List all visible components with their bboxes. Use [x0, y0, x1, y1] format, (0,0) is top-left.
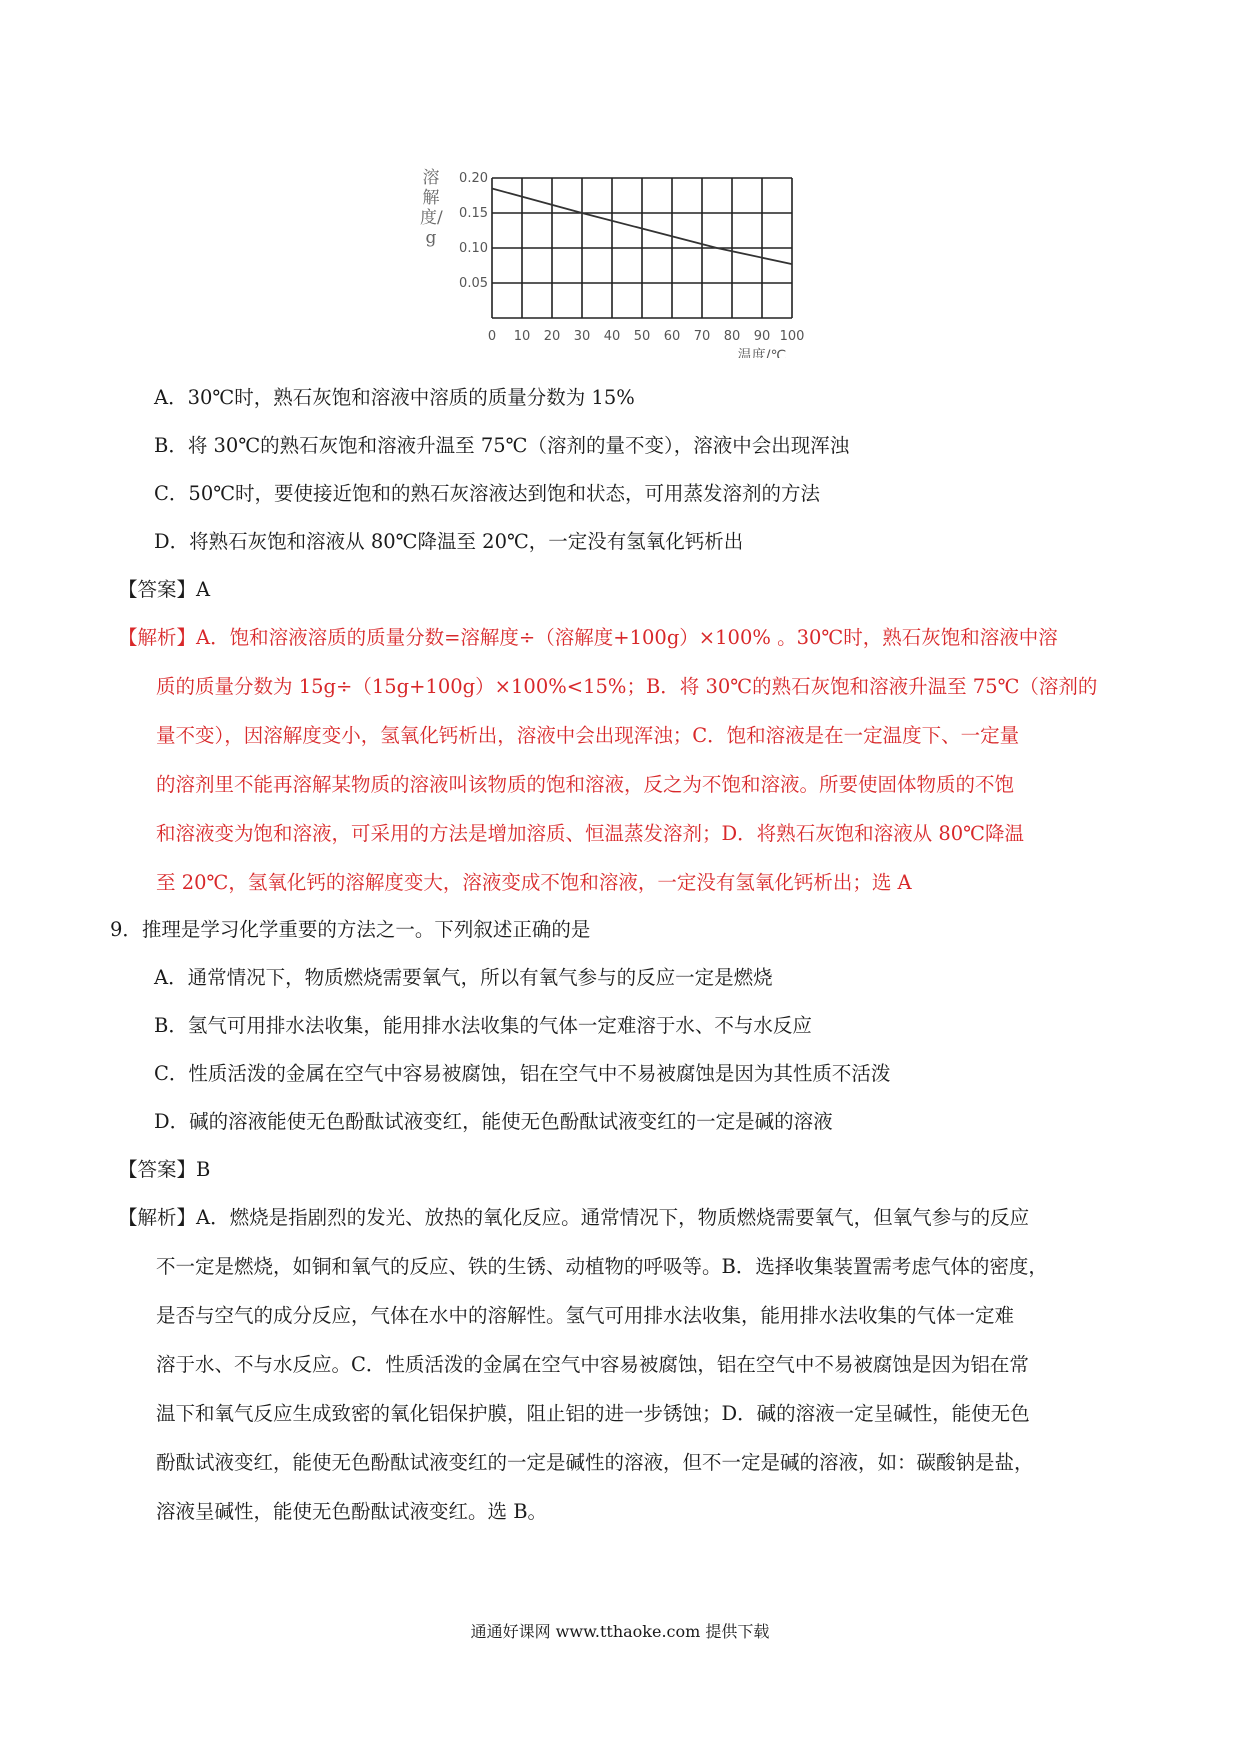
q9-answer: 【答案】B	[118, 1158, 211, 1181]
page-footer: 通通好课网 www.tthaoke.com 提供下载	[470, 1622, 770, 1641]
x-tick-label: 10	[513, 329, 531, 344]
x-tick-label: 40	[603, 329, 621, 344]
x-tick-label: 70	[693, 329, 711, 344]
q8-option-a: A．30℃时，熟石灰饱和溶液中溶质的质量分数为 15%	[154, 386, 635, 409]
q8-option-c: C．50℃时，要使接近饱和的熟石灰溶液达到饱和状态，可用蒸发溶剂的方法	[154, 482, 821, 505]
q8-option-d: D．将熟石灰饱和溶液从 80℃降温至 20℃，一定没有氢氧化钙析出	[154, 530, 744, 553]
chart-plot	[420, 168, 850, 358]
x-tick-label: 90	[753, 329, 771, 344]
q8-option-b: B．将 30℃的熟石灰饱和溶液升温至 75℃（溶剂的量不变），溶液中会出现浑浊	[154, 434, 850, 457]
q8-analysis-line: 至 20℃，氢氧化钙的溶解度变大，溶液变成不饱和溶液，一定没有氢氧化钙析出；选 A	[156, 871, 912, 894]
q8-analysis-line: 和溶液变为饱和溶液，可采用的方法是增加溶质、恒温蒸发溶剂；D．将熟石灰饱和溶液从 80℃降温	[156, 822, 1024, 845]
q8-analysis-line: 量不变），因溶解度变小，氢氧化钙析出，溶液中会出现浑浊；C．饱和溶液是在一定温度下、一定量	[156, 724, 1020, 747]
q9-analysis-line: 不一定是燃烧，如铜和氧气的反应、铁的生锈、动植物的呼吸等。B．选择收集装置需考虑气体的密度，	[156, 1255, 1048, 1278]
q8-analysis-line: 的溶剂里不能再溶解某物质的溶液叫该物质的饱和溶液，反之为不饱和溶液。所要使固体物质的不饱	[156, 773, 1015, 796]
x-tick-label: 60	[663, 329, 681, 344]
q9-analysis-line: 是否与空气的成分反应，气体在水中的溶解性。氢气可用排水法收集，能用排水法收集的气体一定难	[156, 1304, 1015, 1327]
x-tick-label: 0	[487, 329, 497, 344]
y-tick-label: 0.15	[459, 206, 488, 221]
q9-option-c: C．性质活泼的金属在空气中容易被腐蚀，铝在空气中不易被腐蚀是因为其性质不活泼	[154, 1062, 891, 1085]
solubility-chart	[420, 168, 850, 358]
q9-analysis-line: 溶于水、不与水反应。C．性质活泼的金属在空气中容易被腐蚀，铝在空气中不易被腐蚀是因为铝在常	[156, 1353, 1029, 1376]
q8-analysis-line: 【解析】A．饱和溶液溶质的质量分数=溶解度÷（溶解度+100g）×100% 。30℃时，熟石灰饱和溶液中溶	[118, 626, 1058, 649]
x-tick-label: 50	[633, 329, 651, 344]
q9-analysis-line: 酚酞试液变红，能使无色酚酞试液变红的一定是碱性的溶液，但不一定是碱的溶液，如：碳酸钠是盐，	[156, 1451, 1034, 1474]
x-tick-label: 80	[723, 329, 741, 344]
x-tick-label: 30	[573, 329, 591, 344]
q9-option-a: A．通常情况下，物质燃烧需要氧气，所以有氧气参与的反应一定是燃烧	[154, 966, 773, 989]
q9-option-d: D．碱的溶液能使无色酚酞试液变红，能使无色酚酞试液变红的一定是碱的溶液	[154, 1110, 833, 1133]
q8-analysis-line: 质的质量分数为 15g÷（15g+100g）×100%<15%；B．将 30℃的熟石灰饱和溶液升温至 75℃（溶剂的	[156, 675, 1098, 698]
q8-answer: 【答案】A	[118, 578, 211, 601]
q9-stem: 9．推理是学习化学重要的方法之一。下列叙述正确的是	[110, 918, 591, 941]
chart-y-axis-label: 溶解度/g	[420, 168, 443, 248]
y-tick-label: 0.20	[459, 171, 488, 186]
q9-option-b: B．氢气可用排水法收集，能用排水法收集的气体一定难溶于水、不与水反应	[154, 1014, 812, 1037]
q9-analysis-line: 温下和氧气反应生成致密的氧化铝保护膜，阻止铝的进一步锈蚀；D．碱的溶液一定呈碱性，能使无色	[156, 1402, 1030, 1425]
x-tick-label: 20	[543, 329, 561, 344]
x-tick-label: 100	[779, 329, 805, 344]
q9-analysis-line: 【解析】A．燃烧是指剧烈的发光、放热的氧化反应。通常情况下，物质燃烧需要氧气，但氧气参与的反应	[118, 1206, 1030, 1229]
y-tick-label: 0.05	[459, 276, 488, 291]
y-tick-label: 0.10	[459, 241, 488, 256]
x-axis-label: 温度/℃	[737, 348, 787, 358]
q9-analysis-line: 溶液呈碱性，能使无色酚酞试液变红。选 B。	[156, 1500, 548, 1523]
